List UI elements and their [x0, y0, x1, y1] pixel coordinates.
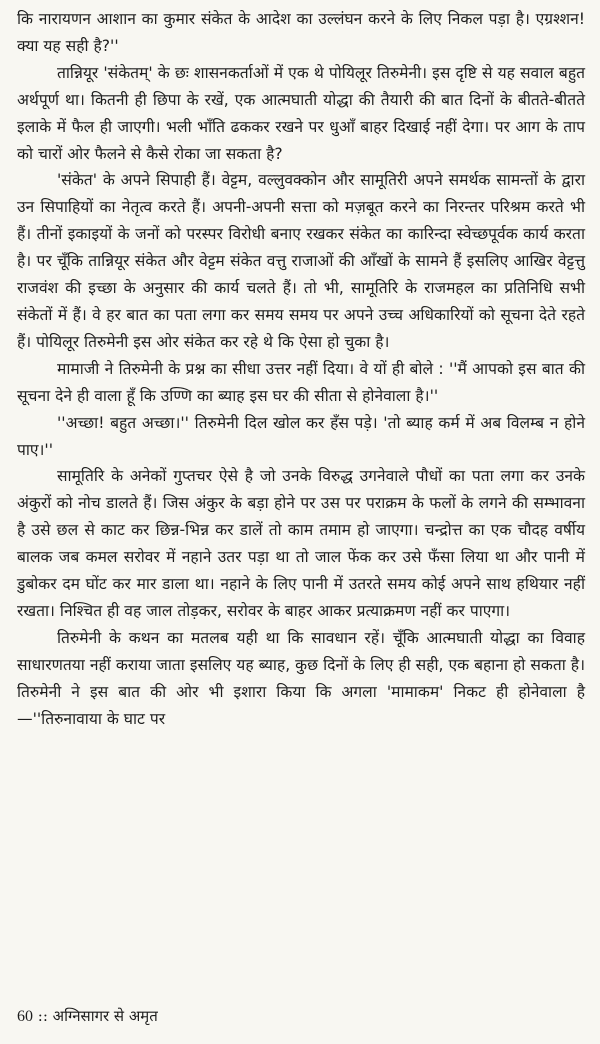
paragraph: तिरुमेनी के कथन का मतलब यही था कि सावधान रहें। चूँकि आत्मघाती योद्धा का विवाह साधारणतया नहीं कराया जाता इसलिए यह ब्याह, कुछ दिनों के लिए ही सही, एक बहाना हो सकता है। तिरुमेनी ने इस बात की ओर भी इशारा किया कि अगला 'मामाकम' निकट ही होनेवाला है—''तिरुनावाया के घाट पर: [17, 628, 585, 728]
paragraph: 'संकेत' के अपने सिपाही हैं। वेट्टम, वल्लुवक्कोन और सामूतिरी अपने समर्थक सामन्तों के द्वारा उन सिपाहियों का नेतृत्व करते हैं। अपनी-अपनी सत्ता को मज़बूत करने का निरन्तर परिश्रम करते भी हैं। तीनों इकाइयों के जनों को परस्पर विरोधी बनाए रखकर संकेत का कारिन्दा स्वेच्छपूर्वक कार्य करता है। पर चूँकि तान्नियूर संकेत और वेट्टम संकेत वत्तु राजाओं की आँखों के सामने हैं इसलिए आखिर वेट्टत्तु राजवंश की इच्छा के अनुसार की कार्य चलते हैं। तो भी, सामूतिरि के राजमहल का प्रतिनिधि सभी संकेतों में हैं। वे हर बात का पता लगा कर समय समय पर अपने उच्च अधिकारियों को सूचना देते रहते हैं। पोयिलूर तिरुमेनी इस ओर संकेत कर रहे थे कि ऐसा हो चुका है।: [17, 171, 585, 351]
page-number: 60: [17, 1008, 33, 1025]
paragraph: सामूतिरि के अनेकों गुप्तचर ऐसे है जो उनके विरुद्ध उगनेवाले पौधों का पता लगा कर उनके अंकुरों को नोच डालते हैं। जिस अंकुर के बड़ा होने पर उस पर पराक्रम के फलों के लगने की सम्भावना है उसे छल से काट कर छिन्न-भिन्न कर डालें तो काम तमाम हो जाएगा। चन्द्रोत्त का एक चौदह वर्षीय बालक जब कमल सरोवर में नहाने उतर पड़ा था तो जाल फेंक कर उसे फँसा लिया था और पानी में डुबोकर दम घोंट कर मार डाला था। नहाने के लिए पानी में उतरते समय कोई अपने साथ हथियार नहीं रखता। निश्चित ही वह जाल तोड़कर, सरोवर के बाहर आकर प्रत्याक्रमण नहीं कर पाएगा।: [17, 467, 585, 620]
book-title: अग्निसागर से अमृत: [52, 1007, 158, 1025]
paragraph-continued: कि नारायणन आशान का कुमार संकेत के आदेश का उल्लंघन करने के लिए निकल पड़ा है। एग्रश्शन! क्या यह सही है?'': [17, 10, 585, 55]
paragraph: तान्नियूर 'संकेतम्' के छः शासनकर्ताओं में एक थे पोयिलूर तिरुमेनी। इस दृष्टि से यह सवाल बहुत अर्थपूर्ण था। कितनी ही छिपा के रखें, एक आत्मघाती योद्धा की तैयारी की बात दिनों के बीतते-बीतते इलाके में फैल ही जाएगी। भली भाँति ढककर रखने पर धुआँ बाहर दिखाई नहीं देगा। पर आग के ताप को चारों ओर फैलने से कैसे रोका जा सकता है?: [17, 63, 585, 163]
page-footer: [17, 1006, 158, 1026]
paragraph: ''अच्छा! बहुत अच्छा।'' तिरुमेनी दिल खोल कर हँस पड़े। 'तो ब्याह कर्म में अब विलम्ब न होने पाए।'': [17, 413, 585, 459]
paragraph: मामाजी ने तिरुमेनी के प्रश्न का सीधा उत्तर नहीं दिया। वे यों ही बोले : ''मैं आपको इस बात की सूचना देने ही वाला हूँ कि उण्णि का ब्याह इस घर की सीता से होनेवाला है।'': [17, 359, 585, 405]
body-text: [17, 6, 585, 732]
footer-separator: ::: [37, 1007, 48, 1025]
